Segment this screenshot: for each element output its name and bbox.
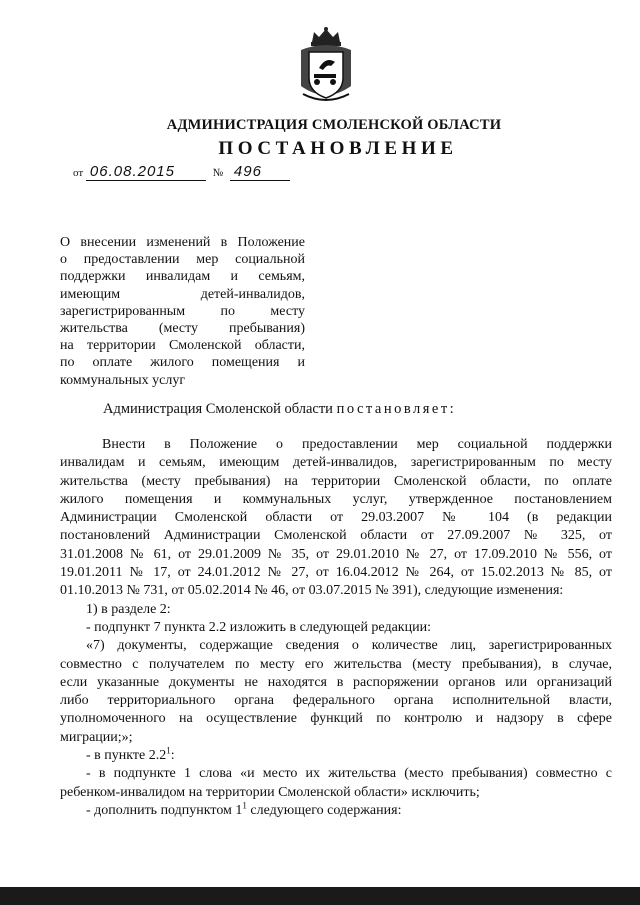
date-label: от: [73, 167, 84, 179]
body-line: Внести в Положение о предоставлении мер социальной поддержки: [102, 437, 612, 452]
date-number-line: [73, 164, 290, 181]
quote-line: уполномоченного на осуществление функций по контролю и надзору в сфере: [60, 711, 612, 727]
subject-line: имеющим детей-инвалидов,: [60, 286, 305, 302]
preamble: [103, 401, 456, 418]
quote-line: «7) документы, содержащие сведения о количестве лиц, зарегистрированных: [86, 638, 612, 654]
list-item-text: - дополнить подпунктом 1: [86, 802, 243, 818]
list-item-text: :: [170, 748, 175, 764]
document-body: [60, 436, 612, 820]
subject-line: коммунальных услуг: [60, 372, 186, 388]
preamble-spaced: постановляет:: [336, 401, 457, 417]
body-line: инвалидам и семьям, имеющим детей-инвалидов, зарегистрированным по месту: [60, 455, 612, 471]
preamble-text: Администрация Смоленской области: [103, 401, 333, 417]
organization-name: АДМИНИСТРАЦИЯ СМОЛЕНСКОЙ ОБЛАСТИ: [166, 117, 502, 133]
date-value: 06.08.2015: [86, 164, 206, 181]
superscript: 1: [242, 800, 247, 811]
subject-line: жительства (месту пребывания): [60, 321, 305, 337]
document-subject: [60, 234, 305, 389]
quote-line: совместно с получателем по месту его жительства (месту пребывания), в случае,: [60, 656, 612, 672]
list-item: [60, 747, 612, 765]
subject-line: О внесении изменений в Положение: [60, 235, 305, 250]
scan-bottom-edge: [0, 887, 640, 905]
body-line: 31.01.2008 № 61, от 29.01.2009 № 35, от 29.01.2010 № 27, от 17.09.2010 № 556, от: [60, 546, 612, 562]
body-line: 01.10.2013 № 731, от 05.02.2014 № 46, от 03.07.2015 № 391), следующие изменения:: [60, 583, 564, 599]
body-line: жилого помещения и коммунальных услуг, утвержденное постановлением: [60, 491, 612, 507]
subject-line: зарегистрированным по месту: [60, 303, 305, 319]
body-line: жительства (месту пребывания) на территории Смоленской области, по оплате: [60, 473, 612, 489]
subject-line: поддержки инвалидам и семьям,: [60, 269, 305, 285]
list-item: - подпункт 7 пункта 2.2 изложить в следующей редакции:: [86, 619, 431, 635]
list-item: 1) в разделе 2:: [86, 601, 171, 617]
quote-line: либо территориального органа федерального органа исполнительной власти,: [60, 693, 612, 709]
list-item-text: следующего содержания:: [246, 802, 402, 818]
list-item-text: - в пункте 2.2: [86, 748, 167, 764]
quote-line: миграции;»;: [60, 729, 133, 745]
list-item: - в подпункте 1 слова «и место их жительства (место пребывания) совместно с: [86, 766, 612, 782]
list-item: [60, 802, 612, 820]
subject-line: на территории Смоленской области,: [60, 338, 305, 354]
body-line: постановлений Администрации Смоленской области от 27.09.2007 № 325, от: [60, 528, 612, 544]
subject-line: о предоставлении мер социальной: [60, 252, 305, 268]
list-item: ребенком-инвалидом на территории Смоленской области» исключить;: [60, 784, 480, 800]
document-type-title: ПОСТАНОВЛЕНИЕ: [218, 138, 458, 159]
subject-line: по оплате жилого помещения и: [60, 355, 305, 371]
superscript: 1: [166, 745, 171, 756]
number-label: №: [212, 167, 224, 179]
quote-line: если указанные документы не находятся в распоряжении органов или организаций: [60, 674, 612, 690]
number-value: 496: [230, 164, 290, 181]
body-line: 19.01.2011 № 17, от 24.01.2012 № 27, от 16.04.2012 № 264, от 15.02.2013 № 85, от: [60, 565, 612, 581]
body-line: Администрации Смоленской области от 29.03.2007 № 104 (в редакции: [60, 510, 612, 526]
coat-of-arms-emblem: [295, 26, 357, 108]
